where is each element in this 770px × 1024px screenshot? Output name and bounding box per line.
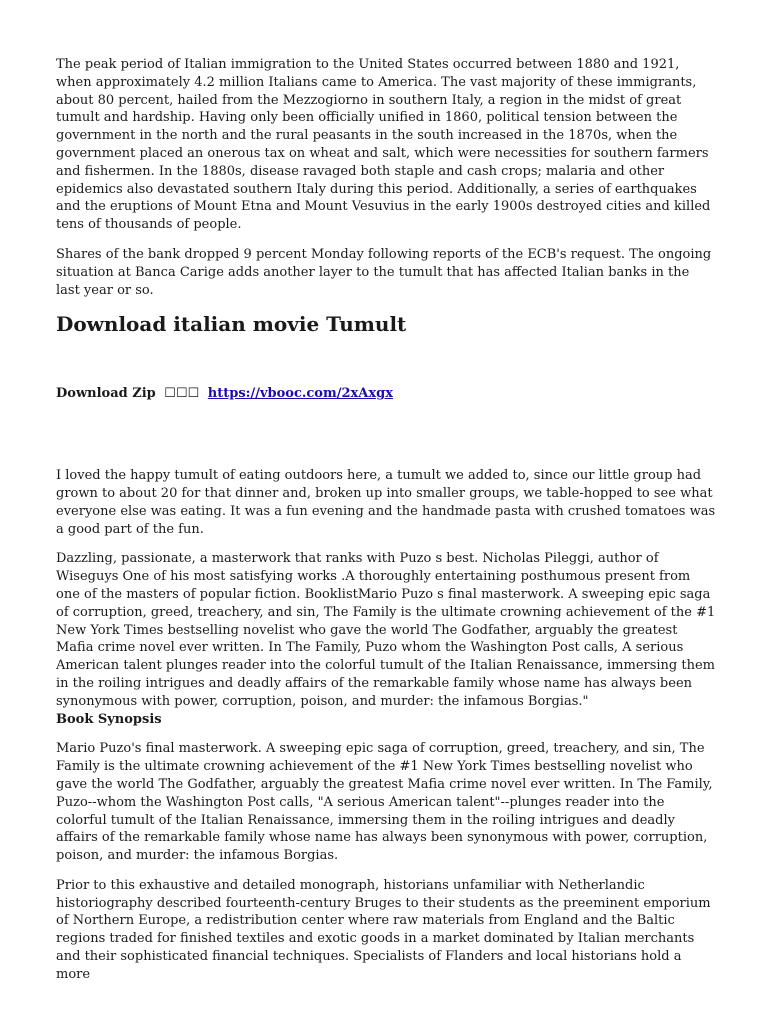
- synopsis-heading: Book Synopsis: [56, 711, 162, 727]
- download-line: [56, 385, 716, 403]
- paragraph-immigration: The peak period of Italian immigration to the United States occurred between 1880 and 1921, when approximately 4.2 million Italians came to America. The vast majority of these immigrants, about 80 percent, hailed from the Mezzogiorno in southern Italy, a region in the midst of great tumult and hardship. Having only been officially unified in 1860, political tension between the government in the north and the rural peasants in the south increased in the 1870s, when the government placed an onerous tax on wheat and salt, which were necessities for southern farmers and fishermen. In the 1880s, disease ravaged both staple and cash crops; malaria and other epidemics also devastated southern Italy during this period. Additionally, a series of earthquakes and the eruptions of Mount Etna and Mount Vesuvius in the early 1900s destroyed cities and killed tens of thousands of people.: [56, 57, 711, 233]
- paragraph-bruges: Prior to this exhaustive and detailed monograph, historians unfamiliar with Netherlandic historiography described fourteenth-century Bruges to their students as the preeminent emporium of Northern Europe, a redistribution center where raw materials from England and the Baltic regions traded for finished textiles and exotic goods in a market dominated by Italian merchants and their sophisticated financial techniques. Specialists of Flanders and local historians hold a more: [56, 877, 711, 982]
- document-page: [56, 56, 716, 996]
- arrow-glyphs-icon: ☐☐☐: [164, 386, 200, 402]
- page-heading: Download italian movie Tumult: [56, 312, 407, 337]
- paragraph-bank-shares: Shares of the bank dropped 9 percent Monday following reports of the ECB's request. The ongoing situation at Banca Carige adds another layer to the tumult that has affected Italian banks in the last year or so.: [56, 246, 712, 298]
- paragraph-review: Dazzling, passionate, a masterwork that ranks with Puzo s best. Nicholas Pileggi, author of Wiseguys One of his most satisfying works .A thoroughly entertaining posthumous present from one of the masters of popular fiction. BooklistMario Puzo s final masterwork. A sweeping epic saga of corruption, greed, treachery, and sin, The Family is the ultimate crowning achievement of the #1 New York Times bestselling novelist who gave the world The Godfather, arguably the greatest Mafia crime novel ever written. In The Family, Puzo whom the Washington Post calls, A serious American talent plunges reader into the colorful tumult of the Italian Renaissance, immersing them in the roiling intrigues and deadly affairs of the remarkable family whose name has always been synonymous with power, corruption, poison, and murder: the infamous Borgias.": [56, 551, 716, 709]
- download-label: Download Zip: [56, 386, 156, 402]
- spacer: [56, 403, 716, 467]
- download-link[interactable]: https://vbooc.com/2xAxgx: [207, 386, 393, 402]
- paragraph-outdoor-dinner: I loved the happy tumult of eating outdoors here, a tumult we added to, since our little group had grown to about 20 for that dinner and, broken up into smaller groups, we table-hopped to see what everyone else was eating. It was a fun evening and the handmade pasta with crushed tomatoes was a good part of the fun.: [56, 468, 716, 537]
- paragraph-synopsis: Mario Puzo's final masterwork. A sweeping epic saga of corruption, greed, treachery, and sin, The Family is the ultimate crowning achievement of the #1 New York Times bestselling novelist who gave the world The Godfather, arguably the greatest Mafia crime novel ever written. In The Family, Puzo--whom the Washington Post calls, "A serious American talent"--plunges reader into the colorful tumult of the Italian Renaissance, immersing them in the roiling intrigues and deadly affairs of the remarkable family whose name has always been synonymous with power, corruption, poison, and murder: the infamous Borgias.: [56, 741, 713, 864]
